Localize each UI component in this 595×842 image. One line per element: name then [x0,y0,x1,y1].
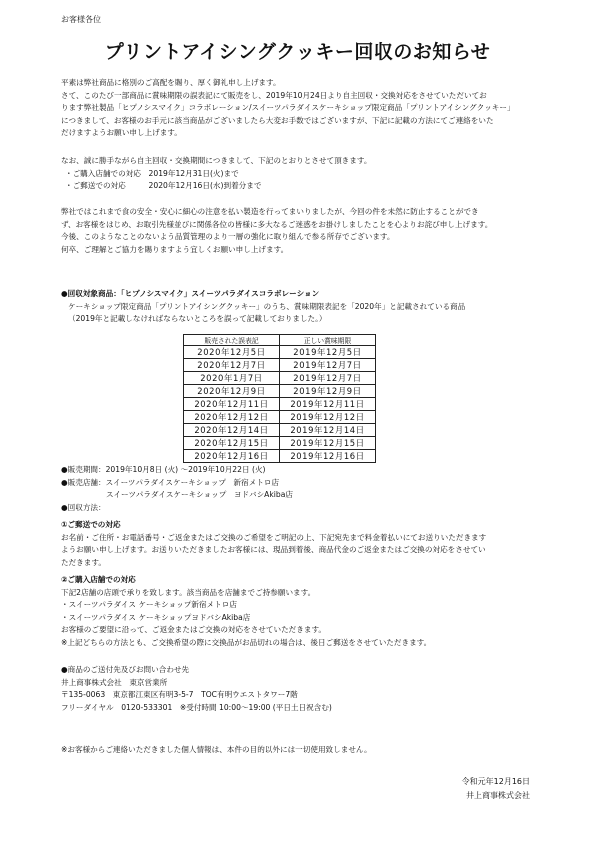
intro-line: だけますようお願い申し上げます。 [61,128,182,137]
privacy-note: ※お客様からご連絡いただきました個人情報は、本件の目的以外には一切使用致しません。 [61,745,372,754]
company-name: 井上商事株式会社 [466,791,530,800]
page-title: プリントアイシングクッキー回収のお知らせ [104,41,491,63]
product-section [61,288,541,326]
wrong-date-cell: 2020年12月15日 [184,437,280,450]
wrong-date-cell: 2020年12月14日 [184,424,280,437]
correct-date-cell: 2019年12月9日 [280,385,376,398]
store-method-heading: ②ご購入店舗での対応 [61,575,136,584]
table-row [184,385,376,398]
period-item: ・ご郵送での対応 2020年12月16日(水)到着分まで [65,181,262,190]
method-heading: ●回収方法： [61,502,106,512]
contact-heading: ●商品のご送付先及びお問い合わせ先 [61,665,190,674]
wrong-date-cell: 2020年12月9日 [184,385,280,398]
table-header-row [184,335,376,346]
table-row [184,411,376,424]
apology-line: 今後、このようなことのないよう品質管理のより一層の強化に取り組んで参る所存でございます。 [61,232,395,241]
table-row [184,424,376,437]
store-method-line: 下記2店舗の店頭で承りを致します。該当商品を店舗までご持参願います。 [61,587,316,597]
contact-section [61,664,541,714]
correct-date-cell: 2019年12月7日 [280,372,376,385]
apology-line: ず、お客様をはじめ、お取引先様並びに関係各位の皆様に多大なるご迷惑をお掛けしましたことを心よりお詫び申し上げます。 [61,219,493,229]
intro-line: さて、このたび一部商品に賞味期限の誤表記にて販売をし、2019年10月24日より自主回収・交換対応をさせていただいてお [61,90,487,100]
recipient-line: お客様各位 [61,15,101,24]
mail-method-section [61,519,541,569]
correct-date-cell: 2019年12月12日 [280,411,376,424]
apology-line: 何卒、ご理解とご協力を賜りますよう宜しくお願い申し上げます。 [61,244,289,254]
sale-info-section [61,464,541,514]
sale-period: ●販売期間：2019年10月8日 (火) ～2019年10月22日 (火) [61,465,266,474]
store-method-line: ※上記どちらの方法とも、ご交換希望の際に交換品がお品切れの場合は、後日ご郵送をさせていただきます。 [61,637,432,647]
correct-date-cell: 2019年12月7日 [280,359,376,372]
intro-line: ります弊社製品「ヒプノシスマイク」コラボレーション/スイーツパラダイスケーキショップ限定商品「プリントアイシングクッキー」 [61,103,515,112]
period-intro: なお、誠に勝手ながら自主回収・交換期間につきまして、下記のとおりとさせて頂きます。 [61,156,372,165]
store-method-line: ・スイーツパラダイス ケーキショップ新宿メトロ店 [61,600,237,609]
mail-method-line: ただきます。 [61,557,106,567]
issue-date: 令和元年12月16日 [461,777,530,786]
intro-line: 平素は弊社商品に格別のご高配を賜り、厚く御礼申し上げます。 [61,78,281,87]
contact-line: フリーダイヤル 0120-533301 ※受付時間 10:00～19:00 (平日土日祝含む) [61,702,332,712]
correct-date-cell: 2019年12月16日 [280,450,376,463]
period-section [61,155,541,193]
column-header: 正しい賞味期限 [280,335,376,346]
correct-date-cell: 2019年12月5日 [280,346,376,359]
mail-method-heading: ①ご郵送での対応 [61,520,121,529]
table-row [184,437,376,450]
correct-date-cell: 2019年12月11日 [280,398,376,411]
product-description: ケーキショップ限定商品「プリントアイシングクッキー」のうち、賞味期限表記を「2020年」と記載されている商品 [68,301,466,311]
table-row [184,450,376,463]
table-row [184,359,376,372]
wrong-date-cell: 2020年12月7日 [184,359,280,372]
contact-line: 〒135-0063 東京都江東区有明3-5-7 TOC有明ウエストタワー7階 [61,690,298,699]
intro-line: につきまして、お客様のお手元に該当商品がございましたら大変お手数ではございますが、下記に記載の方法にてご連絡をいた [61,115,494,125]
store-method-line: ・スイーツパラダイス ケーキショップヨドバシAkiba店 [61,612,251,622]
apology-line: 弊社ではこれまで食の安全・安心に細心の注意を払い製造を行ってまいりましたが、今回の件を未然に防止することができ [61,207,479,216]
correct-date-cell: 2019年12月14日 [280,424,376,437]
wrong-date-cell: 2020年12月16日 [184,450,280,463]
correct-date-cell: 2019年12月15日 [280,437,376,450]
period-item: ・ご購入店舗での対応 2019年12月31日(火)まで [65,168,239,178]
column-header: 販売された誤表記 [184,335,280,346]
wrong-date-cell: 2020年12月5日 [184,346,280,359]
contact-line: 井上商事株式会社 東京営業所 [61,677,168,687]
wrong-date-cell: 2020年12月12日 [184,411,280,424]
apology-paragraph [61,206,541,256]
intro-paragraph [61,77,541,140]
date-correction-table [183,334,376,463]
mail-method-line: ようお願い申し上げます。お送りいただきましたお客様には、現品到着後、商品代金のご返金またはご交換の対応をさせてい [61,545,486,554]
product-heading: ●回収対象商品：「ヒプノシスマイク」スイーツパラダイスコラボレーション [61,289,320,298]
wrong-date-cell: 2020年12月11日 [184,398,280,411]
product-note: （2019年と記載しなければならないところを誤って記載しておりました。） [68,314,327,323]
stores-line-2: スイーツパラダイスケーキショップ ヨドバシAkiba店 [106,490,293,499]
wrong-date-cell: 2020年1月7日 [184,372,280,385]
stores-line: ●販売店舗：スイーツパラダイスケーキショップ 新宿メトロ店 [61,477,280,487]
table-row [184,372,376,385]
store-method-section [61,574,541,649]
store-method-line: お客様のご要望に沿って、ご返金またはご交換の対応をさせていただきます。 [61,625,327,634]
table-row [184,346,376,359]
mail-method-line: お名前・ご住所・お電話番号・ご返金またはご交換のご希望をご明記の上、下記宛先まで料金着払いにてお送りいただきます [61,532,487,542]
table-row [184,398,376,411]
